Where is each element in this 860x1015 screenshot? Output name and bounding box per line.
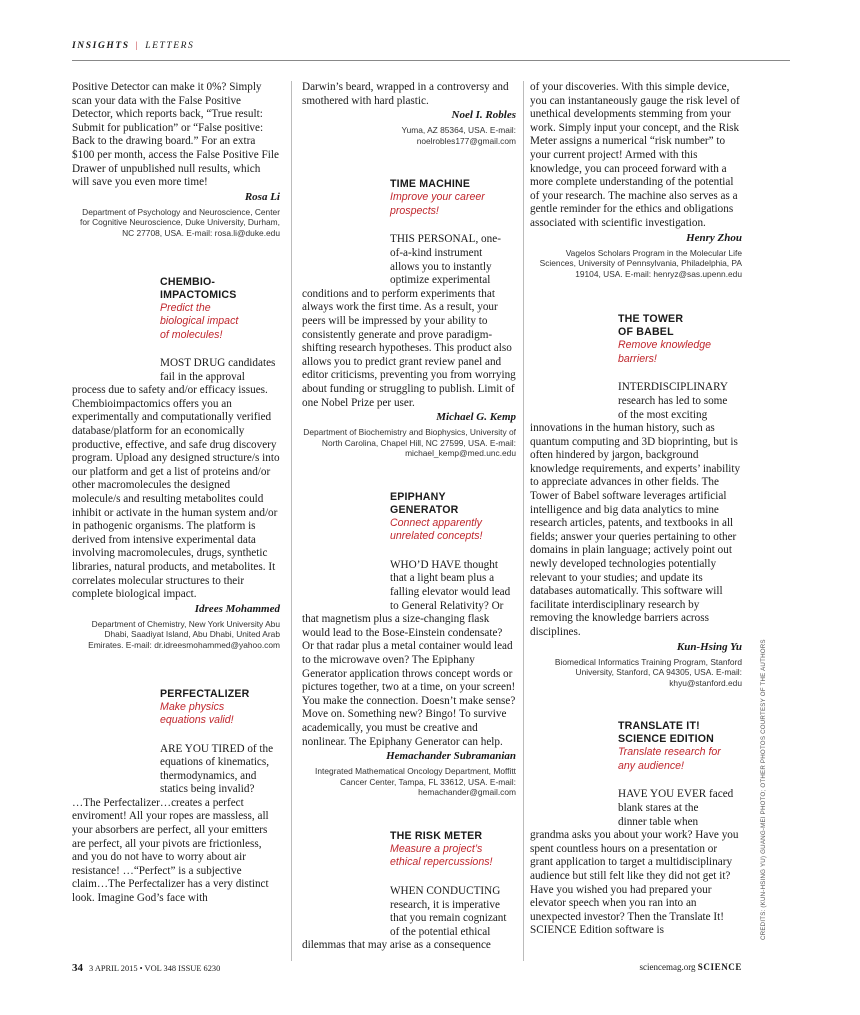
author-signature: Hemachander Subramanian — [386, 750, 516, 763]
entry-title: THE TOWER — [618, 313, 684, 326]
entry-title: TRANSLATE IT! — [618, 720, 700, 733]
lead-line: INTERDISCIPLINARY — [618, 381, 729, 394]
body-text: grandma asks you about your work? Have you spent countless hours on a presentation or grant application to target a multidisciplinary audience but still felt like they did not get it? Have you wished you had prepared your elevator speech when you ran into an unexpected investor? Then the Translate It! SCIENCE Edition software is — [530, 829, 739, 937]
entry-tagline: Remove knowledge — [618, 339, 712, 352]
author-affiliation: Department of Chemistry, New York University Abu Dhabi, Saadiyat Island, Abu Dhabi, United Arab Emirates. E-mail: dr.idreesmohammed@yahoo.com — [88, 618, 280, 650]
author-signature: Noel I. Robles — [451, 109, 516, 122]
continued-text: Darwin’s beard, wrapped in a controversy and smothered with hard plastic. — [302, 81, 509, 107]
author-affiliation: Vagelos Scholars Program in the Molecular Life Sciences, University of Pennsylvania, Philadelphia, PA 19104, USA. E-mail: henryz@sas.upenn.edu — [539, 247, 742, 279]
entry-tagline: Measure a project’s — [390, 842, 483, 855]
lead-line: dinner table when — [618, 815, 699, 828]
author-affiliation: Integrated Mathematical Oncology Department, Moffitt Cancer Center, Tampa, FL 33612, USA. E-mail: hemachander@gmail.com — [315, 766, 516, 798]
lead-line: of-a-kind instrument — [390, 246, 483, 259]
entry-tagline: Connect apparently — [390, 516, 482, 529]
lead-line: research has led to some — [618, 394, 728, 407]
lead-line: statics being invalid? — [160, 783, 255, 796]
entry-heading — [390, 178, 516, 218]
entry-tagline: Translate research for — [618, 746, 721, 759]
site-url: sciencemag.org — [639, 962, 696, 972]
column-divider — [523, 81, 524, 961]
author-signature: Kun-Hsing Yu — [676, 640, 742, 653]
continued-text: of your discoveries. With this simple device, you can instantaneously gauge the risk level of unethical developments stemming from your work. Simply input your concept, and the Risk Meter assigns a numerical “risk number” to your current project! Armed with this knowledge, you can proceed forward with a more complete understanding of the potential of your research. The machine also serves as a gentle reminder for the ethics and obligations associated with scientific investigation. — [530, 81, 740, 229]
lead-line: blank stares at the — [618, 801, 699, 814]
running-header — [72, 41, 194, 51]
body-text: that magnetism plus a size-changing flask would lead to the Bose-Einstein condensate? Or that radar plus a metal container would lead to the microwave oven? The Epiphany Generator application throws concept words or pictures together, two at a time, on your screen! You make the connection. Doesn’t make sense? Move on. Something new? Bingo! To survive academically, you must be creative and nonlinear. The Epiphany Generator can help. — [302, 613, 516, 748]
entry-tagline: of molecules! — [160, 328, 223, 341]
column-2 — [302, 81, 516, 953]
entry-title: PERFECTALIZER — [160, 687, 250, 700]
entry-body — [530, 381, 742, 639]
entry-title: IMPACTOMICS — [160, 288, 237, 301]
header-separator: | — [135, 41, 140, 51]
body-text: dilemmas that may arise as a consequence — [302, 939, 491, 952]
entry-title: SCIENCE EDITION — [618, 733, 715, 746]
body-text: innovations in the human history, such as quantum computing and 3D bioprinting, but is often hindered by jargon, background knowledge requirements, and experts’ inability to appreciate advances in other fields. The Tower of Babel software leverages artificial intelligence and big data analytics to mine research articles, patents, and textbooks in all fields; answer your queries pertaining to other domains in plain language; actively point out newly developed technologies potentially relevant to your studies; and update its databases automatically. This software will facilitate interdisciplinary research by removing the knowledge barriers across disciplines. — [530, 422, 741, 638]
column-3 — [530, 81, 742, 938]
lead-line: THIS PERSONAL, one- — [390, 233, 501, 246]
entry-tagline: equations valid! — [160, 714, 234, 726]
entry-title: CHEMBIO- — [160, 275, 216, 288]
lead-line: allows you to instantly — [390, 260, 492, 273]
entry-tagline: unrelated concepts! — [390, 530, 483, 543]
column-divider — [291, 81, 292, 961]
body-text: conditions and to perform experiments that always work the first time. As a result, your peers will be impressed by your ability to consistently generate and prove paradigm-shifting research hypotheses. This product also allows you to predict grant review panel and editor criticisms, preventing you from worrying about funding or struggling to publish. Limit of one Nobel Prize per user. — [302, 287, 516, 409]
lead-line: falling elevator would lead — [390, 586, 511, 599]
entry-title: TIME MACHINE — [390, 178, 471, 191]
entry-tagline: ethical repercussions! — [390, 856, 493, 869]
photo-credits: CREDITS: (KUN-HSING YU) GUANG-MEI PHOTO; OTHER PHOTOS COURTESY OF THE AUTHORS — [760, 639, 767, 940]
journal-name: SCIENCE — [697, 962, 742, 972]
page-number: 34 — [72, 962, 83, 974]
entry-body — [302, 885, 516, 953]
lead-line: MOST DRUG candidates — [160, 357, 276, 370]
lead-line: optimize experimental — [390, 274, 491, 287]
entry-tagline: Improve your career — [390, 191, 485, 204]
author-affiliation: Department of Biochemistry and Biophysics, University of North Carolina, Chapel Hill, NC 27599, USA. E-mail: michael_kemp@med.unc.edu — [303, 427, 516, 459]
header-rule — [72, 60, 790, 61]
lead-line: WHEN CONDUCTING — [390, 884, 501, 897]
author-signature: Michael G. Kemp — [436, 411, 516, 424]
entry-body — [302, 233, 516, 410]
continued-text: Positive Detector can make it 0%? Simply scan your data with the False Positive Detector, which reports back, “True result: Submit for publication” or “False positive: Back to the drawing board.” For an extra $100 per month, access the False Positive File Drawer of unpublished null results, which will save you even more time! — [72, 81, 279, 189]
entry-title: OF BABEL — [618, 326, 674, 339]
entry-body — [72, 357, 280, 602]
entry-tagline: any audience! — [618, 759, 684, 772]
footer-right — [639, 962, 742, 972]
entry-tagline: Predict the — [160, 301, 211, 314]
issue-info: 3 APRIL 2015 • VOL 348 ISSUE 6230 — [89, 964, 221, 973]
author-signature: Henry Zhou — [686, 231, 742, 244]
entry-heading — [160, 276, 280, 343]
entry-body — [302, 559, 516, 749]
entry-heading — [160, 688, 280, 728]
entry-heading — [390, 830, 516, 870]
entry-heading — [390, 491, 516, 544]
lead-line: fail in the approval — [160, 370, 245, 383]
lead-line: of the potential ethical — [390, 925, 491, 938]
lead-line: WHO’D HAVE thought — [390, 558, 498, 571]
lead-line: thermodynamics, and — [160, 769, 257, 782]
author-affiliation: Biomedical Informatics Training Program, Stanford University, Stanford, CA 94305, USA. E-mail: khyu@stanford.edu — [554, 656, 742, 688]
column-1 — [72, 81, 280, 906]
entry-tagline: prospects! — [390, 204, 439, 217]
lead-line: that you remain cognizant — [390, 912, 507, 925]
section-label: INSIGHTS — [72, 41, 130, 51]
entry-title: EPIPHANY GENERATOR — [390, 490, 459, 516]
lead-line: to General Relativity? Or — [390, 599, 504, 612]
author-signature: Idrees Mohammed — [194, 602, 280, 615]
author-affiliation: Department of Psychology and Neuroscience, Center for Cognitive Neuroscience, Duke University, Durham, NC 27708, USA. E-mail: rosa.li@duke.edu — [80, 206, 280, 238]
subsection-label: LETTERS — [145, 41, 195, 51]
entry-tagline: biological impact — [160, 315, 239, 328]
entry-tagline: barriers! — [618, 352, 657, 365]
lead-line: ARE YOU TIRED of the — [160, 742, 274, 755]
footer-left — [72, 962, 220, 974]
author-signature: Rosa Li — [244, 190, 280, 203]
lead-line: equations of kinematics, — [160, 756, 270, 769]
body-text: process due to safety and/or efficacy issues. Chembioimpactomics offers you an experimentally and computationally verified database/platform for an economically productive, effective, and safe drug discovery program. Upload any designed structure/s into our platform and get a list of proteins and/or other macromolecules the designed molecule/s and resulting metabolites could inhibit or activate in the human system and/or in pathogenic organisms. The platform is derived from intensive experimental data involving macromolecules, drugs, synthetic libraries, natural products, and metabolites. It correlates molecular structures to their complete biological impact. — [72, 384, 280, 601]
lead-line: of the most exciting — [618, 408, 708, 421]
entry-tagline: Make physics — [160, 700, 225, 713]
author-affiliation: Yuma, AZ 85364, USA. E-mail: noelrobles177@gmail.com — [401, 125, 516, 146]
entry-title: THE RISK METER — [390, 829, 483, 842]
entry-heading — [618, 720, 742, 773]
entry-heading — [618, 313, 742, 366]
body-text: …The Perfectalizer…creates a perfect enviroment! All your ropes are massless, all your absorbers are perfect, all your emitters are perfect, all your pivots are frictionless, and you do not have to worry about air resistance! …“Perfect” is a subjective claim…The Perfectalizer has a very distinct look. Imagine God’s face with — [72, 796, 269, 905]
entry-body — [72, 743, 280, 906]
entry-body — [530, 788, 742, 938]
lead-line: that a light beam plus a — [390, 572, 495, 585]
lead-line: HAVE YOU EVER faced — [618, 788, 734, 801]
lead-line: research, it is imperative — [390, 898, 500, 911]
